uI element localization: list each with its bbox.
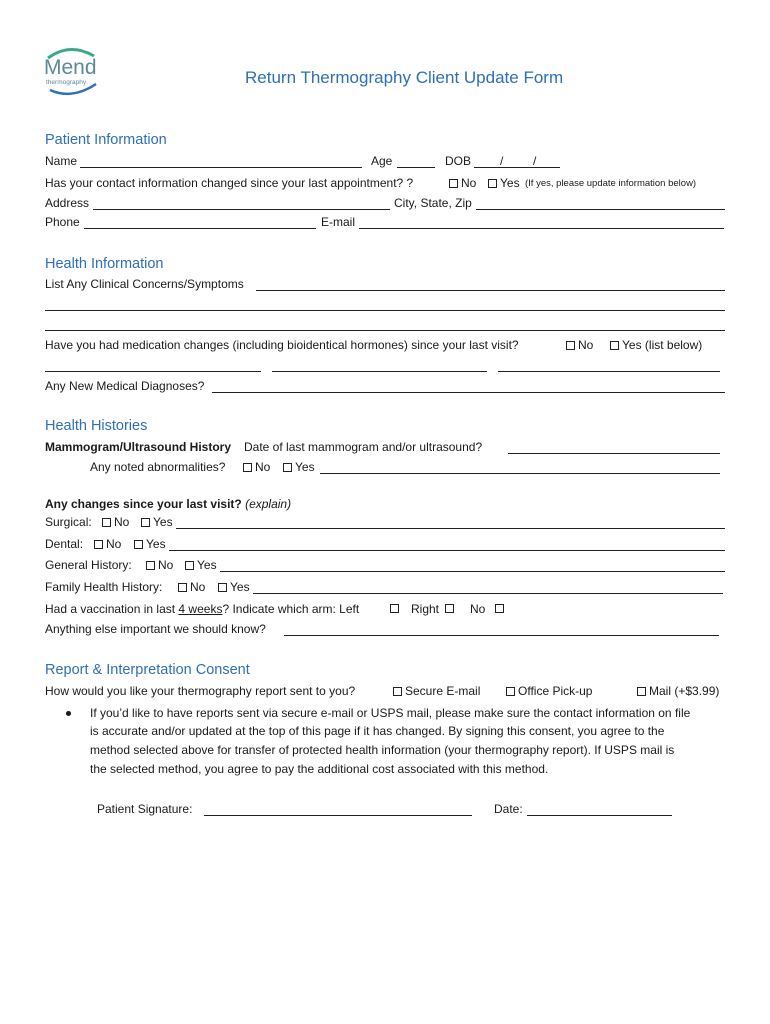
name-label: Name: [45, 154, 78, 168]
abnormalities-yes[interactable]: [283, 460, 315, 474]
option-secure-email[interactable]: [393, 684, 480, 698]
changes-explain: (explain): [245, 497, 292, 511]
health-info-heading: Health Information: [45, 256, 164, 272]
yes-label: Yes: [295, 460, 315, 474]
city-field[interactable]: [476, 209, 725, 210]
date-field[interactable]: [527, 815, 672, 816]
checkbox-no[interactable]: [102, 518, 111, 527]
surgical-label: Surgical:: [45, 515, 92, 529]
no-label: No: [461, 176, 477, 190]
vaccination-question: [45, 602, 359, 616]
vaccination-text-b: ? Indicate which arm: Left: [222, 602, 360, 616]
date-label: Date:: [494, 802, 523, 816]
checkbox-secure-email[interactable]: [393, 687, 402, 696]
bullet-icon: [66, 711, 71, 716]
yes-label: Yes: [146, 537, 166, 551]
email-field[interactable]: [359, 228, 724, 229]
yes-list-label: Yes (list below): [622, 338, 703, 352]
checkbox-office-pickup[interactable]: [506, 687, 515, 696]
checkbox-yes[interactable]: [488, 179, 497, 188]
diagnoses-field[interactable]: [212, 392, 725, 393]
logo-subtitle: thermography: [46, 79, 87, 86]
report-delivery-question: How would you like your thermography report sent to you?: [45, 684, 356, 698]
checkbox-no-vaccination[interactable]: [495, 604, 504, 613]
general-yes[interactable]: [185, 558, 217, 572]
right-arm-label: Right: [411, 602, 440, 616]
checkbox-no[interactable]: [243, 463, 252, 472]
age-label: Age: [371, 154, 393, 168]
no-label: No: [106, 537, 122, 551]
checkbox-no[interactable]: [94, 540, 103, 549]
surgical-yes[interactable]: [141, 515, 173, 529]
no-label: No: [114, 515, 130, 529]
yes-label: Yes: [230, 580, 250, 594]
consent-paragraph-line-3: method selected above for transfer of protected health information (your thermography report). If USPS mail is: [90, 743, 675, 757]
vaccination-text-a: Had a vaccination in last: [45, 602, 176, 616]
option-mail[interactable]: [637, 684, 719, 698]
concerns-field-3[interactable]: [45, 330, 725, 331]
office-pickup-label: Office Pick-up: [518, 684, 593, 698]
yes-label: Yes: [153, 515, 173, 529]
abnormalities-question: Any noted abnormalities?: [90, 460, 226, 474]
mammogram-question: Date of last mammogram and/or ultrasound?: [244, 440, 483, 454]
checkbox-left-arm[interactable]: [390, 604, 399, 613]
dental-yes[interactable]: [134, 537, 166, 551]
contact-changed-question: Has your contact information changed since your last appointment? ?: [45, 176, 414, 190]
checkbox-right-arm[interactable]: [445, 604, 454, 613]
surgical-no[interactable]: [102, 515, 129, 529]
page-title: Return Thermography Client Update Form: [245, 68, 564, 87]
dob-field[interactable]: [474, 167, 560, 168]
general-no[interactable]: [146, 558, 173, 572]
dental-no[interactable]: [94, 537, 121, 551]
yes-label: Yes: [197, 558, 217, 572]
address-label: Address: [45, 196, 90, 210]
checkbox-yes[interactable]: [141, 518, 150, 527]
city-label: City, State, Zip: [394, 196, 472, 210]
anything-else-field[interactable]: [284, 635, 719, 636]
email-label: E-mail: [321, 215, 356, 229]
changes-question: [45, 497, 291, 511]
mammogram-label: Mammogram/Ultrasound History: [45, 440, 232, 454]
concerns-field-2[interactable]: [45, 310, 725, 311]
histories-heading: Health Histories: [45, 418, 148, 434]
logo: [40, 46, 104, 96]
consent-paragraph-line-1: If you’d like to have reports sent via secure e-mail or USPS mail, please make sure the contact information on file: [90, 706, 691, 720]
medication-question: Have you had medication changes (including bioidentical hormones) since your last visit?: [45, 338, 519, 352]
medication-field-2[interactable]: [272, 371, 487, 372]
contact-changed-note: (If yes, please update information below): [525, 178, 697, 189]
option-office-pickup[interactable]: [506, 684, 592, 698]
logo-name: Mend: [44, 56, 97, 79]
dental-field[interactable]: [169, 550, 725, 551]
general-field[interactable]: [220, 571, 725, 572]
checkbox-no[interactable]: [449, 179, 458, 188]
patient-info-heading: Patient Information: [45, 132, 167, 148]
family-field[interactable]: [253, 593, 723, 594]
age-field[interactable]: [397, 167, 435, 168]
medication-no[interactable]: [566, 338, 593, 352]
checkbox-yes[interactable]: [283, 463, 292, 472]
family-no[interactable]: [178, 580, 205, 594]
no-vaccination-label: No: [470, 602, 486, 616]
phone-field[interactable]: [84, 228, 316, 229]
surgical-field[interactable]: [176, 528, 725, 529]
no-label: No: [255, 460, 271, 474]
checkbox-yes[interactable]: [134, 540, 143, 549]
dob-slash-1: /: [500, 154, 504, 168]
no-label: No: [158, 558, 174, 572]
family-yes[interactable]: [218, 580, 250, 594]
checkbox-mail[interactable]: [637, 687, 646, 696]
no-label: No: [578, 338, 594, 352]
report-heading: Report & Interpretation Consent: [45, 662, 250, 678]
mail-label: Mail (+$3.99): [649, 684, 720, 698]
abnormalities-no[interactable]: [243, 460, 270, 474]
checkbox-no[interactable]: [178, 583, 187, 592]
contact-changed-yes[interactable]: [488, 176, 520, 190]
secure-email-label: Secure E-mail: [405, 684, 481, 698]
signature-field[interactable]: [204, 815, 472, 816]
medication-field-1[interactable]: [45, 371, 261, 372]
abnormalities-field[interactable]: [320, 473, 720, 474]
anything-else-question: Anything else important we should know?: [45, 622, 266, 636]
checkbox-no[interactable]: [146, 561, 155, 570]
checkbox-no[interactable]: [566, 341, 575, 350]
mammogram-date-field[interactable]: [508, 453, 720, 454]
yes-label: Yes: [500, 176, 520, 190]
consent-paragraph-line-4: the selected method, you agree to pay the additional cost associated with this method.: [90, 762, 549, 776]
name-field[interactable]: [80, 167, 362, 168]
contact-changed-no[interactable]: [449, 176, 476, 190]
medication-field-3[interactable]: [498, 371, 720, 372]
vaccination-weeks: 4 weeks: [178, 602, 223, 616]
consent-paragraph-line-2: is accurate and/or updated at the top of this page if it has changed. By signing this consent, you agree to the: [90, 724, 665, 738]
concerns-label: List Any Clinical Concerns/Symptoms: [45, 277, 244, 291]
phone-label: Phone: [45, 215, 80, 229]
medication-yes[interactable]: [610, 338, 702, 352]
diagnoses-label: Any New Medical Diagnoses?: [45, 379, 205, 393]
checkbox-yes[interactable]: [185, 561, 194, 570]
signature-label: Patient Signature:: [97, 802, 193, 816]
checkbox-yes[interactable]: [218, 583, 227, 592]
general-label: General History:: [45, 558, 132, 572]
checkbox-yes[interactable]: [610, 341, 619, 350]
dob-label: DOB: [445, 154, 472, 168]
family-label: Family Health History:: [45, 580, 163, 594]
dob-slash-2: /: [533, 154, 537, 168]
concerns-field-1[interactable]: [256, 290, 725, 291]
address-field[interactable]: [93, 209, 390, 210]
no-label: No: [190, 580, 206, 594]
changes-label: Any changes since your last visit?: [45, 497, 242, 511]
dental-label: Dental:: [45, 537, 84, 551]
